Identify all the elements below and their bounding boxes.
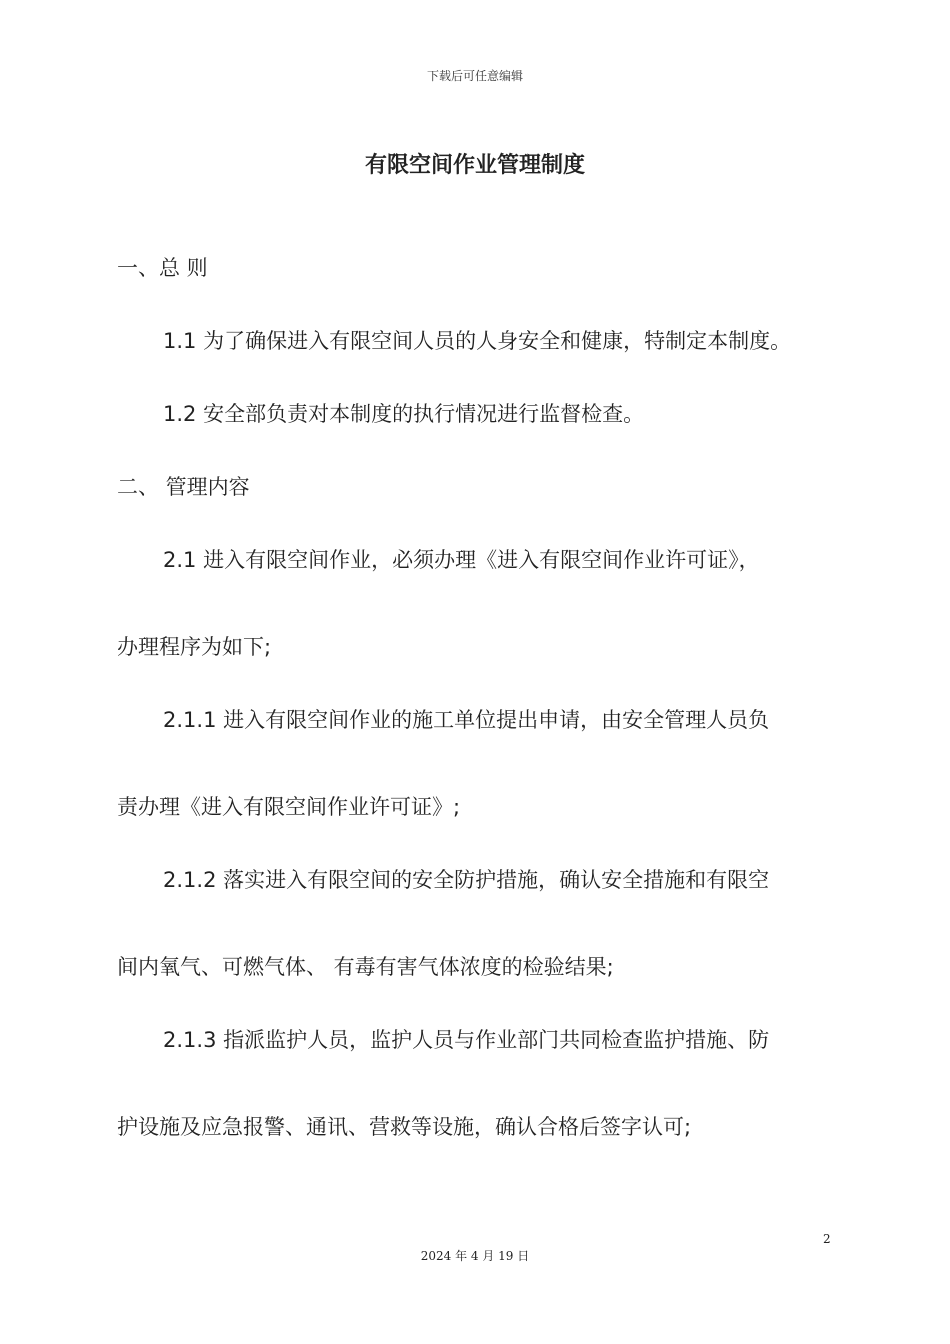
paragraph-line: 1.1 为了确保进入有限空间人员的人身安全和健康，特制定本制度。 bbox=[163, 329, 792, 353]
paragraph-line: 2.1 进入有限空间作业，必须办理《进入有限空间作业许可证》， bbox=[163, 548, 760, 572]
footer-date: 2024 年 4 月 19 日 bbox=[420, 1249, 530, 1263]
section-heading-management: 二、 管理内容 bbox=[117, 475, 250, 499]
paragraph-line: 办理程序为如下; bbox=[117, 635, 272, 659]
paragraph-line: 2.1.1 进入有限空间作业的施工单位提出申请，由安全管理人员负 bbox=[163, 708, 770, 732]
header-note: 下载后可任意编辑 bbox=[426, 69, 523, 83]
paragraph-line: 2.1.2 落实进入有限空间的安全防护措施，确认安全措施和有限空 bbox=[163, 868, 770, 892]
paragraph-line: 责办理《进入有限空间作业许可证》; bbox=[117, 795, 461, 819]
section-heading-general: 一、总 则 bbox=[117, 256, 208, 280]
paragraph-line: 1.2 安全部负责对本制度的执行情况进行监督检查。 bbox=[163, 402, 645, 426]
page-number: 2 bbox=[823, 1232, 831, 1246]
paragraph-line: 护设施及应急报警、通讯、营救等设施，确认合格后签字认可; bbox=[117, 1115, 692, 1139]
paragraph-line: 间内氧气、可燃气体、 有毒有害气体浓度的检验结果; bbox=[117, 955, 614, 979]
paragraph-line: 2.1.3 指派监护人员，监护人员与作业部门共同检查监护措施、防 bbox=[163, 1028, 770, 1052]
document-title: 有限空间作业管理制度 bbox=[364, 153, 585, 178]
